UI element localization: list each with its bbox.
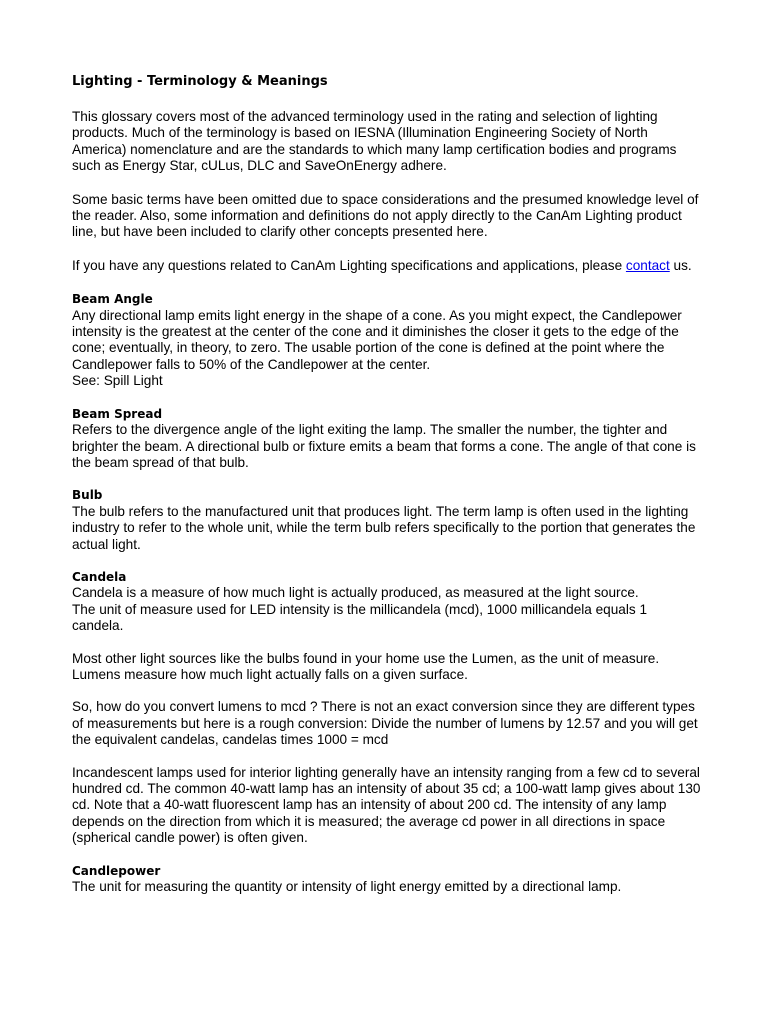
term-see-also: See: Spill Light: [72, 373, 163, 389]
term-paragraph-lumens: Most other light sources like the bulbs found in your home use the Lumen, as the unit of measure. Lumens measure how much light actually falls on a given surface.: [72, 650, 660, 682]
intro-paragraph-2: Some basic terms have been omitted due to space considerations and the presumed knowledge level of the reader. Also, some information and definitions do not apply directly to the CanAm Lighting product line, but have been included to clarify other concepts presented here.: [72, 191, 699, 240]
term-paragraph-conversion: So, how do you convert lumens to mcd ? There is not an exact conversion since they are different types of measurements but here is a rough conversion: Divide the number of lumens by 12.57 and you will get the equivalent candelas, candelas times 1000 = mcd: [72, 699, 698, 748]
term-heading: Beam Spread: [72, 406, 163, 421]
term-definition-line-1: Candela is a measure of how much light is actually produced, as measured at the light source.: [72, 585, 639, 601]
intro-paragraph-3: [72, 258, 702, 274]
term-heading: Bulb: [72, 488, 103, 503]
term-paragraph-incandescent: Incandescent lamps used for interior lighting generally have an intensity ranging from a few cd to several hundred cd. The common 40-watt lamp has an intensity of about 35 cd; a 100-watt lamp gives about 130 cd. Note that a 40-watt fluorescent lamp has an intensity of about 200 cd. The intensity of any lamp depends on the direction from which it is measured; the average cd power in all directions in space (spherical candle power) is often given.: [72, 764, 701, 846]
term-heading: Candlepower: [72, 863, 161, 878]
intro-paragraph-3-text-before: If you have any questions related to CanAm Lighting specifications and applications, please: [72, 257, 626, 273]
term-definition: Any directional lamp emits light energy in the shape of a cone. As you might expect, the Candlepower intensity is the greatest at the center of the cone and it diminishes the closer it gets to the edge of the cone; eventually, in theory, to zero. The usable portion of the cone is defined at the point where the Candlepower falls to 50% of the Candlepower at the center.: [72, 307, 682, 372]
intro-paragraph-3-text-after: us.: [669, 257, 692, 273]
term-definition: Refers to the divergence angle of the light exiting the lamp. The smaller the number, the tighter and brighter the beam. A directional bulb or fixture emits a beam that forms a cone. The angle of that cone is the beam spread of that bulb.: [72, 422, 696, 470]
term-beam-spread: [72, 406, 702, 472]
term-heading: Candela: [72, 569, 127, 584]
term-definition: The bulb refers to the manufactured unit that produces light. The term lamp is often used in the lighting industry to refer to the whole unit, while the term bulb refers specifically to the portion that generates the actual light.: [72, 503, 696, 552]
document-page: [72, 74, 702, 911]
intro-paragraph-1: This glossary covers most of the advanced terminology used in the rating and selection of lighting products. Much of the terminology is based on IESNA (Illumination Engineering Society of North America) nomenclature and are the standards to which many lamp certification bodies and programs such as Energy Star, cULus, DLC and SaveOnEnergy adhere.: [72, 109, 677, 174]
term-bulb: [72, 487, 702, 553]
term-definition-line-2: The unit of measure used for LED intensity is the millicandela (mcd), 1000 millicandela equals 1 candela.: [72, 601, 647, 634]
term-candlepower: [72, 863, 702, 896]
page-title: Lighting - Terminology & Meanings: [72, 74, 328, 89]
contact-link[interactable]: contact: [625, 257, 670, 273]
term-beam-angle: [72, 291, 702, 389]
term-candela: [72, 569, 702, 847]
term-definition: The unit for measuring the quantity or intensity of light energy emitted by a directional lamp.: [72, 879, 622, 895]
term-heading: Beam Angle: [72, 292, 153, 307]
